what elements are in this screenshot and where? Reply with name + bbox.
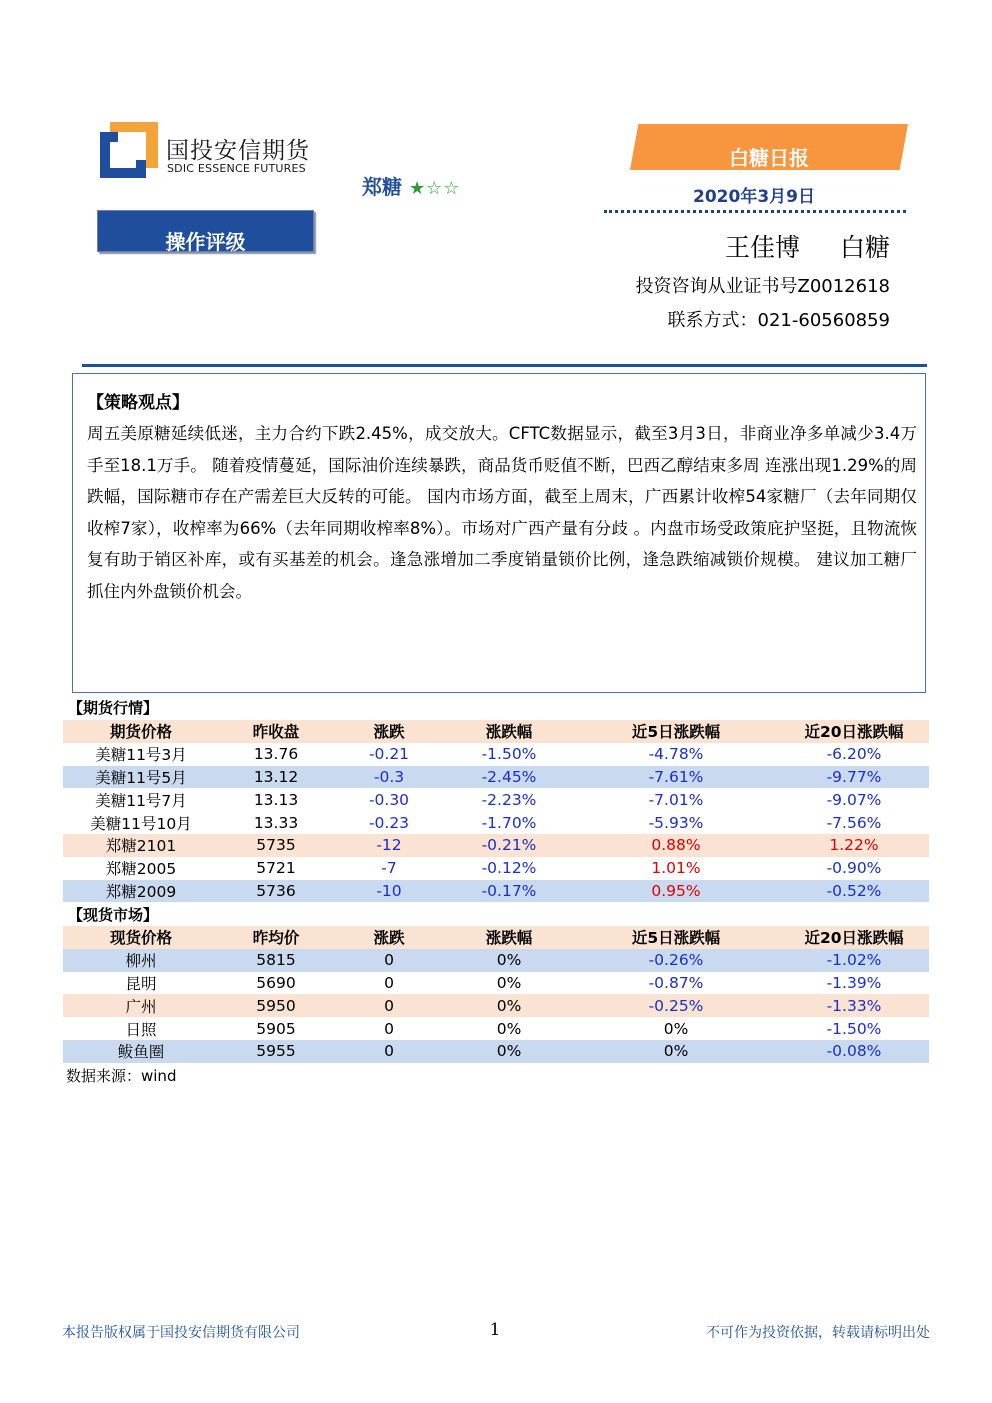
column-header: 涨跌 xyxy=(333,720,445,743)
table-cell: -0.52% xyxy=(779,880,929,903)
table-cell: 0% xyxy=(445,1017,573,1040)
table-cell: -0.08% xyxy=(779,1040,929,1063)
table-cell: -0.90% xyxy=(779,857,929,880)
header-divider xyxy=(82,364,927,367)
operation-rating-box xyxy=(97,210,314,252)
report-title-banner xyxy=(630,124,908,170)
table-cell: -0.12% xyxy=(445,857,573,880)
table-cell: -1.50% xyxy=(779,1017,929,1040)
table-row xyxy=(63,811,929,834)
column-header: 近5日涨跌幅 xyxy=(573,720,779,743)
table-cell: -7.01% xyxy=(573,788,779,811)
table-cell: -0.17% xyxy=(445,880,573,903)
column-header: 近20日涨跌幅 xyxy=(779,720,929,743)
product-rating xyxy=(362,171,460,200)
table-cell: -0.21% xyxy=(445,834,573,857)
contract-name: 郑糖2009 xyxy=(63,880,219,903)
table-cell: 5815 xyxy=(219,949,333,972)
futures-section-title: 【期货行情】 xyxy=(68,699,159,717)
contract-name: 美糖11号3月 xyxy=(63,743,219,766)
table-cell: -0.21 xyxy=(333,743,445,766)
table-cell: 0 xyxy=(333,1040,445,1063)
strategy-title: 【策略观点】 xyxy=(87,393,189,413)
table-row xyxy=(63,1040,929,1063)
table-cell: 5721 xyxy=(219,857,333,880)
table-cell: -2.45% xyxy=(445,766,573,789)
table-cell: 0% xyxy=(445,1040,573,1063)
report-title: 白糖日报 xyxy=(729,146,809,170)
table-cell: -0.30 xyxy=(333,788,445,811)
table-cell: -0.87% xyxy=(573,972,779,995)
table-header-row xyxy=(63,926,929,949)
table-cell: 5950 xyxy=(219,994,333,1017)
table-cell: 13.76 xyxy=(219,743,333,766)
contract-name: 美糖11号10月 xyxy=(63,811,219,834)
table-cell: 0% xyxy=(445,972,573,995)
table-cell: -1.33% xyxy=(779,994,929,1017)
logo-company-name: 国投安信期货 xyxy=(166,138,310,164)
table-row xyxy=(63,857,929,880)
table-header-row xyxy=(63,720,929,743)
table-row xyxy=(63,743,929,766)
table-row xyxy=(63,949,929,972)
table-cell: -10 xyxy=(333,880,445,903)
table-cell: 13.33 xyxy=(219,811,333,834)
table-row xyxy=(63,972,929,995)
table-cell: -0.3 xyxy=(333,766,445,789)
strategy-text: 周五美原糖延续低迷，主力合约下跌2.45%，成交放大。CFTC数据显示，截至3月3日，非商业净多单减少3.4万手至18.1万手。 随着疫情蔓延，国际油价连续暴跌，商品货币贬值不断，巴西乙醇结束多周 连涨出现1.29%的周跌幅，国际糖市存在产需差巨大反转的可能。 国内市场方面，截至上周末，广西累计收榨54家糖厂（去年同期仅收榨7家），收榨率为66%（去年同期收榨率8%）。市场对广西产量有分歧 。内盘市场受政策庇护坚挺，且物流恢复有助于销区补库，或有买基差的机会。逢急涨增加二季度销量锁价比例，逢急跌缩减锁价规模。 建议加工糖厂抓住内外盘锁价机会。 xyxy=(87,424,917,601)
certificate-number: 投资咨询从业证书号Z0012618 xyxy=(635,276,890,297)
table-cell: 0 xyxy=(333,949,445,972)
table-cell: 13.13 xyxy=(219,788,333,811)
table-cell: -7 xyxy=(333,857,445,880)
contract-name: 美糖11号5月 xyxy=(63,766,219,789)
logo-company-name-en: SDIC ESSENCE FUTURES xyxy=(167,162,306,175)
market-name: 昆明 xyxy=(63,972,219,995)
column-header: 昨均价 xyxy=(219,926,333,949)
contract-name: 郑糖2005 xyxy=(63,857,219,880)
dotted-divider xyxy=(604,210,906,213)
contract-name: 美糖11号7月 xyxy=(63,788,219,811)
contact-info: 联系方式：021-60560859 xyxy=(667,310,890,331)
table-cell: 0% xyxy=(445,949,573,972)
market-name: 柳州 xyxy=(63,949,219,972)
table-row xyxy=(63,880,929,903)
rating-label: 郑糖 xyxy=(362,175,402,199)
analyst-product: 白糖 xyxy=(839,233,890,262)
table-cell: 0% xyxy=(573,1017,779,1040)
table-row xyxy=(63,834,929,857)
table-cell: 1.01% xyxy=(573,857,779,880)
table-cell: -9.77% xyxy=(779,766,929,789)
table-cell: -1.02% xyxy=(779,949,929,972)
table-cell: 0 xyxy=(333,1017,445,1040)
table-cell: 0% xyxy=(445,994,573,1017)
table-cell: 5736 xyxy=(219,880,333,903)
report-date: 2020年3月9日 xyxy=(693,187,815,207)
table-row xyxy=(63,788,929,811)
footer-copyright: 本报告版权属于国投安信期货有限公司 xyxy=(62,1325,300,1341)
table-cell: -0.23 xyxy=(333,811,445,834)
table-cell: -1.50% xyxy=(445,743,573,766)
data-source: 数据来源：wind xyxy=(66,1067,177,1085)
table-row xyxy=(63,766,929,789)
market-name: 广州 xyxy=(63,994,219,1017)
table-cell: 0.95% xyxy=(573,880,779,903)
table-cell: -12 xyxy=(333,834,445,857)
column-header: 涨跌 xyxy=(333,926,445,949)
table-cell: -4.78% xyxy=(573,743,779,766)
table-cell: 13.12 xyxy=(219,766,333,789)
table-cell: 5955 xyxy=(219,1040,333,1063)
table-cell: -0.26% xyxy=(573,949,779,972)
table-cell: -0.25% xyxy=(573,994,779,1017)
page-number: 1 xyxy=(489,1320,501,1340)
column-header: 昨收盘 xyxy=(219,720,333,743)
analyst-line xyxy=(560,228,890,264)
company-logo xyxy=(100,122,330,182)
contract-name: 郑糖2101 xyxy=(63,834,219,857)
operation-rating-label: 操作评级 xyxy=(165,230,246,254)
footer-disclaimer: 不可作为投资依据，转载请标明出处 xyxy=(706,1325,930,1341)
futures-table xyxy=(63,720,929,902)
market-name: 鲅鱼圈 xyxy=(63,1040,219,1063)
column-header: 现货价格 xyxy=(63,926,219,949)
analyst-name: 王佳博 xyxy=(724,233,800,262)
table-cell: 0.88% xyxy=(573,834,779,857)
market-name: 日照 xyxy=(63,1017,219,1040)
table-cell: -1.70% xyxy=(445,811,573,834)
spot-section-title: 【现货市场】 xyxy=(68,906,159,924)
column-header: 涨跌幅 xyxy=(445,926,573,949)
rating-star-icon: ★☆☆ xyxy=(408,178,461,199)
logo-mark-icon xyxy=(100,122,158,178)
table-cell: 0% xyxy=(573,1040,779,1063)
table-row xyxy=(63,1017,929,1040)
column-header: 期货价格 xyxy=(63,720,219,743)
spot-table xyxy=(63,926,929,1063)
table-row xyxy=(63,994,929,1017)
column-header: 近20日涨跌幅 xyxy=(779,926,929,949)
table-cell: 5905 xyxy=(219,1017,333,1040)
table-cell: -9.07% xyxy=(779,788,929,811)
table-cell: 5735 xyxy=(219,834,333,857)
table-cell: -6.20% xyxy=(779,743,929,766)
table-cell: -2.23% xyxy=(445,788,573,811)
column-header: 近5日涨跌幅 xyxy=(573,926,779,949)
table-cell: -5.93% xyxy=(573,811,779,834)
table-cell: 5690 xyxy=(219,972,333,995)
table-cell: -7.61% xyxy=(573,766,779,789)
column-header: 涨跌幅 xyxy=(445,720,573,743)
table-cell: -1.39% xyxy=(779,972,929,995)
table-cell: 1.22% xyxy=(779,834,929,857)
table-cell: 0 xyxy=(333,994,445,1017)
strategy-box xyxy=(72,373,926,693)
table-cell: -7.56% xyxy=(779,811,929,834)
table-cell: 0 xyxy=(333,972,445,995)
